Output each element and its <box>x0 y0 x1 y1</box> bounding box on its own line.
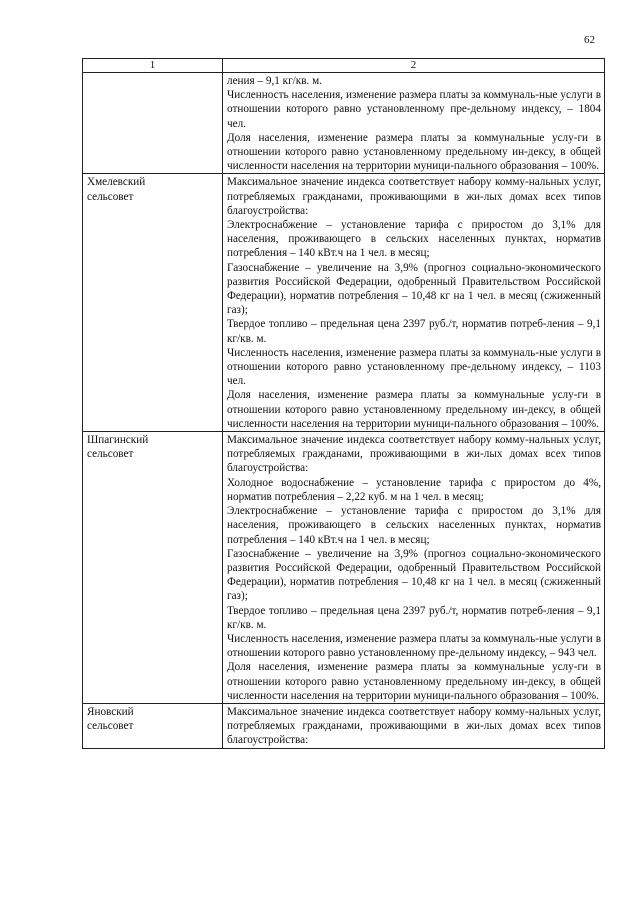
description-paragraph: Максимальное значение индекса соответствует набору комму-нальных услуг, потребляемых гражданами, проживающими в жи-лых домах всех типов благоустройства: <box>227 176 601 217</box>
description-paragraph: Твердое топливо – предельная цена 2397 руб./т, норматив потреб-ления – 9,1 кг/кв. м. <box>227 318 601 345</box>
municipality-name-cell <box>83 73 223 174</box>
municipality-name-line: Шпагинский <box>87 434 149 447</box>
description-paragraph: Доля населения, изменение размера платы за коммунальные услу-ги в отношении которого равно установленному предельному ин-дексу, в общей численности населения на территории муници-пального образования – 100%. <box>227 661 601 702</box>
municipality-name-line: сельсовет <box>87 720 134 733</box>
description-paragraph: Электроснабжение – установление тарифа с приростом до 3,1% для населения, проживающего в сельских населенных пунктах, норматив потребления – 140 кВт.ч на 1 чел. в месяц; <box>227 505 601 546</box>
municipality-name-cell <box>83 432 223 704</box>
table-row <box>83 703 605 748</box>
description-cell <box>223 174 605 432</box>
page-number: 62 <box>584 34 595 46</box>
municipality-name-line: Яновский <box>87 705 134 718</box>
description-paragraph: Газоснабжение – увеличение на 3,9% (прогноз социально-экономического развития Российской Федерации, одобренный Правительством Российской Федерации), норматив потребления – 10,48 кг на 1 чел. в месяц (сжиженный газ); <box>227 261 601 317</box>
table-row <box>83 73 605 174</box>
municipality-name-cell <box>83 174 223 432</box>
description-paragraph: Газоснабжение – увеличение на 3,9% (прогноз социально-экономического развития Российской Федерации, одобренный Правительством Российской Федерации), норматив потребления – 10,48 кг на 1 чел. в месяц (сжиженный газ); <box>227 547 601 603</box>
table-row <box>83 174 605 432</box>
description-paragraph: Численность населения, изменение размера платы за коммуналь-ные услуги в отношении которого равно установленному пре-дельному индексу, – 1804 чел. <box>227 89 601 130</box>
description-paragraph: Численность населения, изменение размера платы за коммуналь-ные услуги в отношении которого равно установленному пре-дельному индексу, – 943 чел. <box>227 632 601 660</box>
municipality-name-line: сельсовет <box>87 190 134 203</box>
description-paragraph: Холодное водоснабжение – установление тарифа с приростом до 4%, норматив потребления – 2,22 куб. м на 1 чел. в месяц; <box>227 476 601 503</box>
description-cell <box>223 703 605 748</box>
column-header-1: 1 <box>83 59 223 73</box>
municipality-name-line: Хмелевский <box>87 176 146 189</box>
description-paragraph: ления – 9,1 кг/кв. м. <box>227 75 322 87</box>
table-row <box>83 432 605 704</box>
description-paragraph: Доля населения, изменение размера платы за коммунальные услу-ги в отношении которого равно установленному предельному ин-дексу, в общей численности населения на территории муници-пального образования – 100%. <box>227 131 601 173</box>
description-cell <box>223 432 605 704</box>
description-paragraph: Максимальное значение индекса соответствует набору комму-нальных услуг, потребляемых гражданами, проживающими в жи-лых домах всех типов благоустройства: <box>227 705 601 747</box>
table-header-row <box>83 59 605 73</box>
municipality-name-cell <box>83 703 223 748</box>
description-paragraph: Максимальное значение индекса соответствует набору комму-нальных услуг, потребляемых гражданами, проживающими в жи-лых домах всех типов благоустройства: <box>227 434 601 475</box>
description-paragraph: Доля населения, изменение размера платы за коммунальные услу-ги в отношении которого равно установленному предельному ин-дексу, в общей численности населения на территории муници-пального образования – 100%. <box>227 389 601 430</box>
municipality-table <box>82 58 605 749</box>
description-paragraph: Численность населения, изменение размера платы за коммуналь-ные услуги в отношении которого равно установленному пре-дельному индексу, – 1103 чел. <box>227 346 601 388</box>
description-paragraph: Электроснабжение – установление тарифа с приростом до 3,1% для населения, проживающего в сельских населенных пунктах, норматив потребления – 140 кВт.ч на 1 чел. в месяц; <box>227 219 601 260</box>
municipality-name-line: сельсовет <box>87 448 134 461</box>
column-header-2: 2 <box>223 59 605 73</box>
description-cell <box>223 73 605 174</box>
description-paragraph: Твердое топливо – предельная цена 2397 руб./т, норматив потреб-ления – 9,1 кг/кв. м. <box>227 604 601 631</box>
